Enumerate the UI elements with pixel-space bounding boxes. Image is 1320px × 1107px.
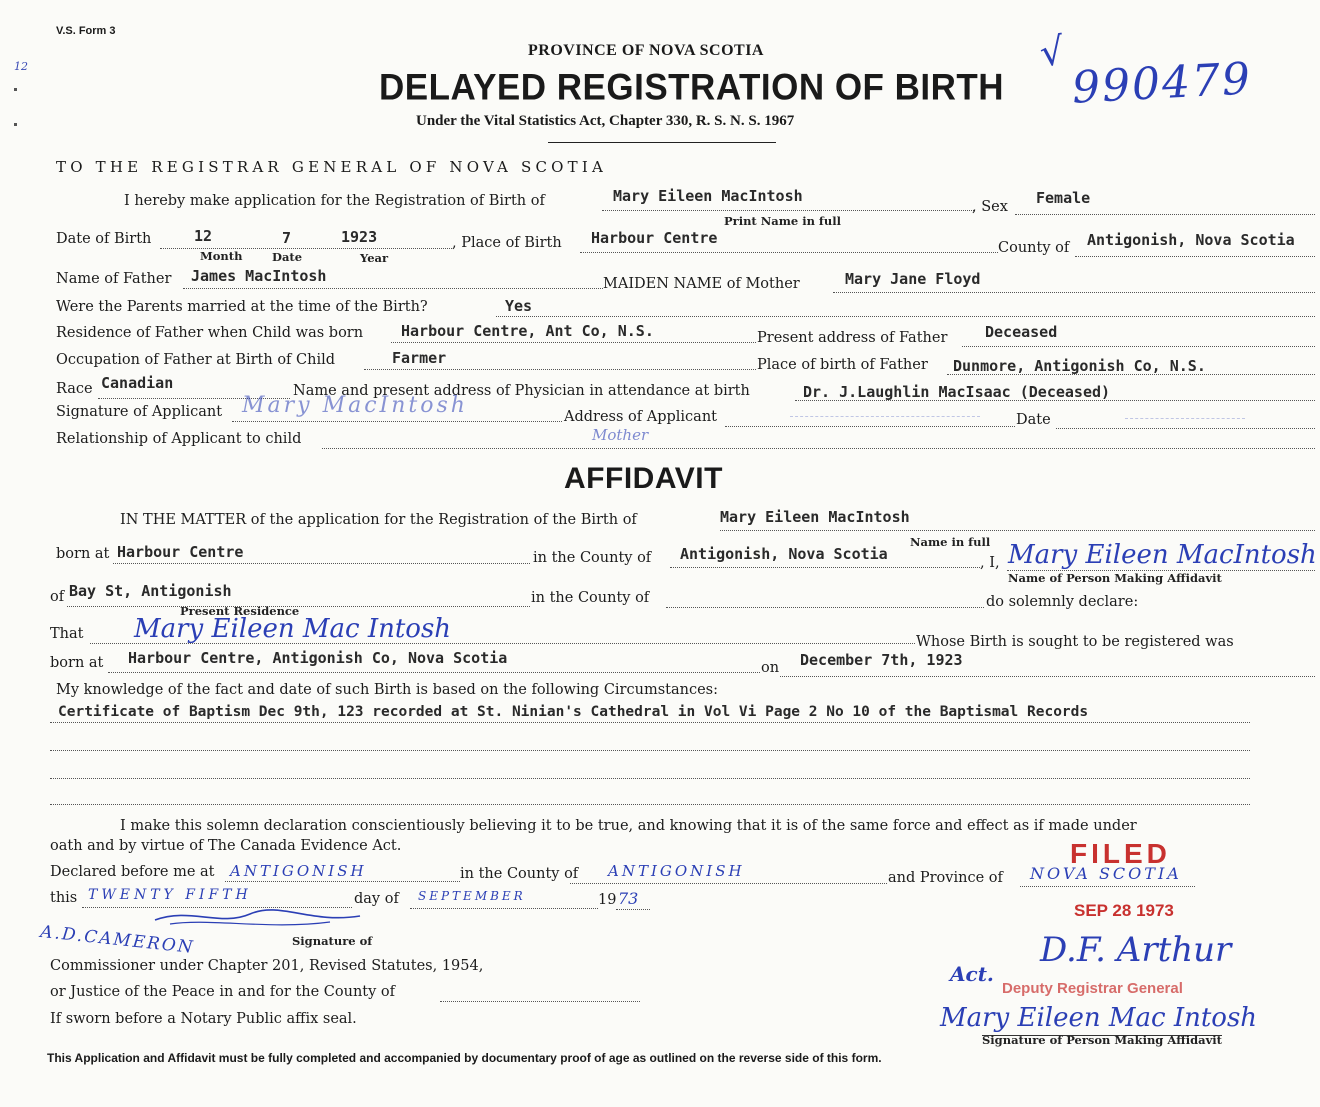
mother-field-line (833, 292, 1315, 293)
commissioner-line-2: or Justice of the Peace in and for the County of (50, 984, 396, 1000)
relationship-field-line (322, 448, 1315, 449)
deputy-prefix: Act. (950, 962, 994, 986)
declared-at-value: ANTIGONISH (230, 862, 367, 880)
born-at2-label: born at (50, 655, 104, 671)
county2-field-line (666, 607, 984, 608)
on-label: on (761, 660, 780, 676)
present-address-label: Present address of Father (757, 330, 948, 346)
circumstances-text: Certificate of Baptism Dec 9th, 123 recorded at St. Ninian's Cathedral in Vol Vi Page 2 No 10 of the Baptismal Records (58, 704, 1089, 720)
relationship-value: Mother (592, 426, 649, 444)
province-heading: PROVINCE OF NOVA SCOTIA (528, 42, 764, 59)
year-prefix: 19 (598, 892, 617, 908)
that-name-signature: Mary Eileen Mac Intosh (134, 614, 452, 644)
of-label: of (50, 589, 65, 605)
declared-province-value: NOVA SCOTIA (1030, 864, 1182, 883)
affidavit-county-value: Antigonish, Nova Scotia (680, 545, 888, 563)
born-at2-field-line (108, 672, 760, 673)
mother-name: Mary Jane Floyd (845, 270, 981, 288)
date-caption: Date (272, 250, 303, 264)
title-rule (548, 142, 776, 143)
affiant-signature-bottom: Mary Eileen Mac Intosh (940, 1003, 1258, 1033)
knowledge-label: My knowledge of the fact and date of such Birth is based on the following Circumstances: (56, 682, 718, 698)
circumstances-line-2 (50, 750, 1250, 751)
whose-birth-label: Whose Birth is sought to be registered was (916, 634, 1234, 650)
county-field-line (1075, 256, 1315, 257)
declaration-line-2: oath and by virtue of The Canada Evidence Act. (50, 838, 402, 854)
child-name: Mary Eileen MacIntosh (613, 187, 803, 205)
month-field-line (410, 908, 598, 909)
place-label: , Place of Birth (452, 235, 562, 251)
that-label: That (50, 626, 84, 642)
filed-date-stamp: SEP 28 1973 (1074, 901, 1174, 920)
margin-dot (14, 123, 17, 126)
occupation-label: Occupation of Father at Birth of Child (56, 352, 336, 368)
county-label: County of (998, 240, 1070, 256)
name-field-line (602, 210, 974, 211)
intro-label: I hereby make application for the Registration of Birth of (124, 193, 545, 209)
sex-value: Female (1036, 189, 1091, 207)
dob-date: 7 (282, 229, 292, 247)
affiant-name-signature: Mary Eileen MacIntosh (1008, 540, 1317, 570)
married-field-line (496, 316, 1315, 317)
year-field-line (616, 909, 650, 910)
page-title: DELAYED REGISTRATION OF BIRTH (379, 67, 1005, 108)
print-name-caption: Print Name in full (724, 214, 841, 228)
declaration-line-1: I make this solemn declaration conscientiously believing it to be true, and knowing that it is of the same force and effect as if made under (120, 818, 1137, 834)
present-address-field-line (962, 346, 1315, 347)
residence-field-line (391, 342, 756, 343)
race-value: Canadian (101, 374, 174, 392)
born-at-field-line (113, 563, 530, 564)
affiant-residence: Bay St, Antigonish (69, 582, 232, 600)
day-value: TWENTY FIFTH (88, 887, 252, 903)
registration-number: 990479 (1070, 53, 1254, 114)
signature-of-caption: Signature of (292, 934, 373, 948)
father-field-line (183, 288, 603, 289)
affidavit-county-field-line (670, 567, 980, 568)
year-suffix: 73 (618, 889, 639, 908)
applicant-address-label: Address of Applicant (564, 409, 717, 425)
physician-label: Name and present address of Physician in attendance at birth (293, 383, 750, 399)
affiant-i-label: , I, (980, 555, 1000, 571)
place-of-birth: Harbour Centre (591, 229, 718, 247)
father-birthplace-label: Place of birth of Father (757, 357, 928, 373)
page-subtitle: Under the Vital Statistics Act, Chapter 330, R. S. N. S. 1967 (416, 113, 795, 129)
residence-value: Harbour Centre, Ant Co, N.S. (401, 322, 654, 340)
province-field-line (1020, 886, 1195, 887)
declared-county-field-line (570, 883, 887, 884)
declare-label: do solemnly declare: (986, 594, 1139, 610)
circumstances-line-4 (50, 804, 1250, 805)
commissioner-signature-scribble (150, 902, 370, 932)
year-caption: Year (360, 251, 389, 265)
signature-applicant-field-line (232, 421, 562, 422)
commissioner-line-3: If sworn before a Notary Public affix seal. (50, 1011, 357, 1027)
matter-label: IN THE MATTER of the application for the Registration of the Birth of (120, 512, 637, 528)
jp-county-field-line (440, 1001, 640, 1002)
commissioner-printed-name: A.D.CAMERON (39, 921, 196, 959)
sex-label: , Sex (972, 199, 1008, 215)
application-date-faint-ink (1125, 406, 1245, 419)
sex-field-line (1015, 214, 1315, 215)
present-residence-caption: Present Residence (180, 604, 300, 618)
relationship-label: Relationship of Applicant to child (56, 431, 302, 447)
signature-person-caption: Signature of Person Making Affidavit (982, 1033, 1222, 1047)
signature-applicant-label: Signature of Applicant (56, 404, 223, 420)
province-label: and Province of (888, 870, 1003, 886)
person-caption: Name of Person Making Affidavit (1008, 571, 1222, 585)
month-value: SEPTEMBER (418, 889, 526, 903)
born-at-label: born at (56, 546, 110, 562)
name-full-caption: Name in full (910, 535, 991, 549)
physician-value: Dr. J.Laughlin MacIsaac (Deceased) (803, 383, 1111, 401)
footer-note: This Application and Affidavit must be fully completed and accompanied by documentary proof of age as outlined on the reverse side of this form. (47, 1051, 882, 1065)
father-name: James MacIntosh (191, 267, 327, 285)
matter-field-line (720, 530, 1315, 531)
margin-note: 12 (14, 60, 28, 73)
affidavit-heading: AFFIDAVIT (564, 462, 723, 495)
occupation-value: Farmer (392, 349, 447, 367)
mother-label: MAIDEN NAME of Mother (603, 276, 800, 292)
married-label: Were the Parents married at the time of the Birth? (56, 299, 428, 315)
dob-label: Date of Birth (56, 231, 152, 247)
county-value: Antigonish, Nova Scotia (1087, 231, 1295, 249)
date-field-line (1056, 428, 1315, 429)
born-at-value: Harbour Centre (117, 543, 244, 561)
commissioner-line-1: Commissioner under Chapter 201, Revised Statutes, 1954, (50, 958, 484, 974)
place-field-line (580, 252, 998, 253)
applicant-address-faint-ink (790, 404, 980, 417)
occupation-field-line (364, 369, 756, 370)
residence-label: Residence of Father when Child was born (56, 325, 364, 341)
applicant-signature: Mary MacIntosh (242, 393, 468, 418)
day-of-label: day of (354, 891, 399, 907)
present-address-value: Deceased (985, 323, 1058, 341)
to-registrar-line: TO THE REGISTRAR GENERAL OF NOVA SCOTIA (56, 158, 608, 176)
date-label: Date (1016, 412, 1051, 428)
declared-county-label: in the County of (460, 866, 579, 882)
race-label: Race (56, 381, 93, 397)
circumstances-line-1 (50, 722, 1250, 723)
form-id: V.S. Form 3 (56, 25, 116, 37)
deputy-stamp: Deputy Registrar General (1002, 980, 1183, 997)
dob-month: 12 (194, 227, 213, 245)
affidavit-county-label: in the County of (533, 550, 652, 566)
dob-year: 1923 (341, 228, 378, 246)
margin-dot (14, 88, 17, 91)
affidavit-child-name: Mary Eileen MacIntosh (720, 508, 910, 526)
county2-label: in the County of (531, 590, 650, 606)
declared-county-value: ANTIGONISH (608, 862, 745, 880)
declared-at-field-line (225, 881, 460, 882)
father-label: Name of Father (56, 271, 172, 287)
married-value: Yes (505, 297, 533, 315)
filed-stamp: FILED (1070, 838, 1171, 869)
check-mark: √ (1037, 28, 1068, 76)
father-birthplace-value: Dunmore, Antigonish Co, N.S. (953, 357, 1206, 375)
month-caption: Month (200, 249, 243, 263)
birth-date-field-line (780, 676, 1315, 677)
declared-label: Declared before me at (50, 864, 215, 880)
deputy-signature: D.F. Arthur (1040, 930, 1232, 970)
applicant-address-field-line (725, 426, 1015, 427)
born-at2-value: Harbour Centre, Antigonish Co, Nova Scotia (128, 649, 508, 667)
circumstances-line-3 (50, 778, 1250, 779)
birth-date-value: December 7th, 1923 (800, 651, 963, 669)
this-label: this (50, 890, 78, 906)
